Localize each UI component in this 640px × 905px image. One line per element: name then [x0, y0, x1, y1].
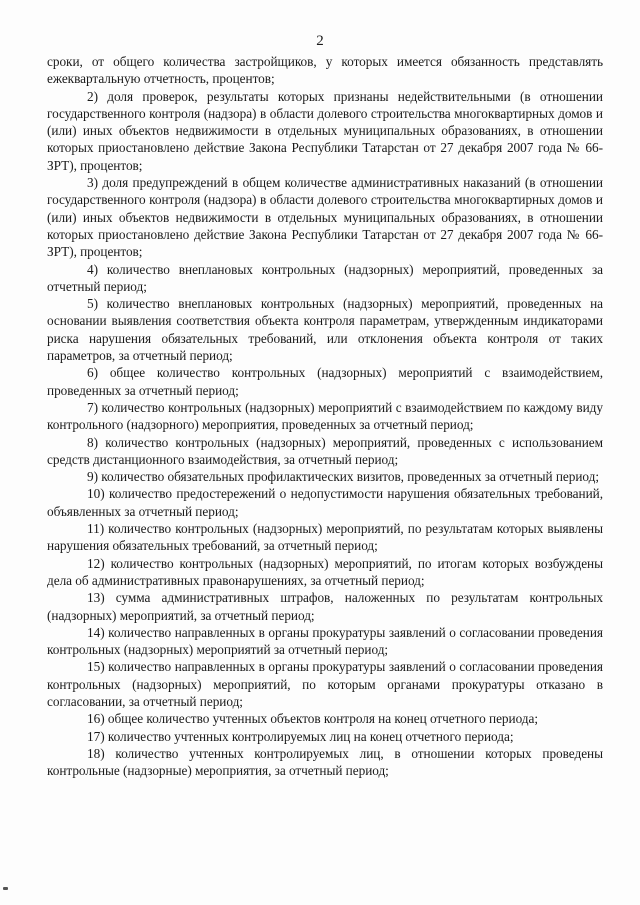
- list-item-8: 8) количество контрольных (надзорных) мероприятий, проведенных с использованием средств дистанционного взаимодействия, за отчетный период;: [47, 434, 603, 467]
- document-body: [47, 53, 603, 779]
- list-item-17: 17) количество учтенных контролируемых лиц на конец отчетного периода;: [87, 728, 514, 744]
- list-item-9: 9) количество обязательных профилактических визитов, проведенных за отчетный период;: [87, 469, 599, 485]
- list-item-10: 10) количество предостережений о недопустимости нарушения обязательных требований, объявленных за отчетный период;: [47, 486, 603, 519]
- list-item-3: 3) доля предупреждений в общем количестве административных наказаний (в отношении государственного контроля (надзора) в области долевого строительства многоквартирных домов и (или) иных объектов недвижимости в отдельных муниципальных образованиях, в отношении которых приостановлено действие Закона Республики Татарстан от 27 декабря 2007 года № 66-ЗРТ), процентов;: [47, 175, 603, 260]
- paragraph-continuation: сроки, от общего количества застройщиков, у которых имеется обязанность представлять ежеквартальную отчетность, процентов;: [47, 54, 603, 87]
- page-number: 2: [316, 33, 324, 49]
- list-item-18: 18) количество учтенных контролируемых лиц, в отношении которых проведены контрольные (надзорные) мероприятия, за отчетный период;: [47, 745, 603, 779]
- list-item-11: 11) количество контрольных (надзорных) мероприятий, по результатам которых выявлены нарушения обязательных требований, за отчетный период;: [47, 521, 603, 554]
- list-item-15: 15) количество направленных в органы прокуратуры заявлений о согласовании проведения контрольных (надзорных) мероприятий, по которым органами прокуратуры отказано в согласовании, за отчетный период;: [47, 659, 603, 709]
- list-item-13: 13) сумма административных штрафов, наложенных по результатам контрольных (надзорных) мероприятий, за отчетный период;: [47, 590, 603, 623]
- list-item-2: 2) доля проверок, результаты которых признаны недействительными (в отношении государственного контроля (надзора) в области долевого строительства многоквартирных домов и (или) иных объектов недвижимости в отдельных муниципальных образованиях, в отношении которых приостановлено действие Закона Республики Татарстан от 27 декабря 2007 года № 66-ЗРТ), процентов;: [47, 88, 603, 173]
- list-item-5: 5) количество внеплановых контрольных (надзорных) мероприятий, проведенных на основании выявления соответствия объекта контроля параметрам, утвержденным индикаторами риска нарушения обязательных требований, или отклонения объекта контроля от таких параметров, за отчетный период;: [47, 296, 603, 364]
- list-item-14: 14) количество направленных в органы прокуратуры заявлений о согласовании проведения контрольных (надзорных) мероприятий за отчетный период;: [47, 624, 603, 658]
- scan-speck: [3, 887, 8, 890]
- list-item-12: 12) количество контрольных (надзорных) мероприятий, по итогам которых возбуждены дела об административных правонарушениях, за отчетный период;: [47, 555, 603, 588]
- list-item-7: 7) количество контрольных (надзорных) мероприятий с взаимодействием по каждому виду контрольного (надзорного) мероприятия, проведенных за отчетный период;: [47, 399, 603, 433]
- list-item-4: 4) количество внеплановых контрольных (надзорных) мероприятий, проведенных за отчетный период;: [47, 261, 603, 294]
- list-item-6: 6) общее количество контрольных (надзорных) мероприятий с взаимодействием, проведенных за отчетный период;: [47, 365, 603, 398]
- list-item-16: 16) общее количество учтенных объектов контроля на конец отчетного периода;: [87, 711, 539, 727]
